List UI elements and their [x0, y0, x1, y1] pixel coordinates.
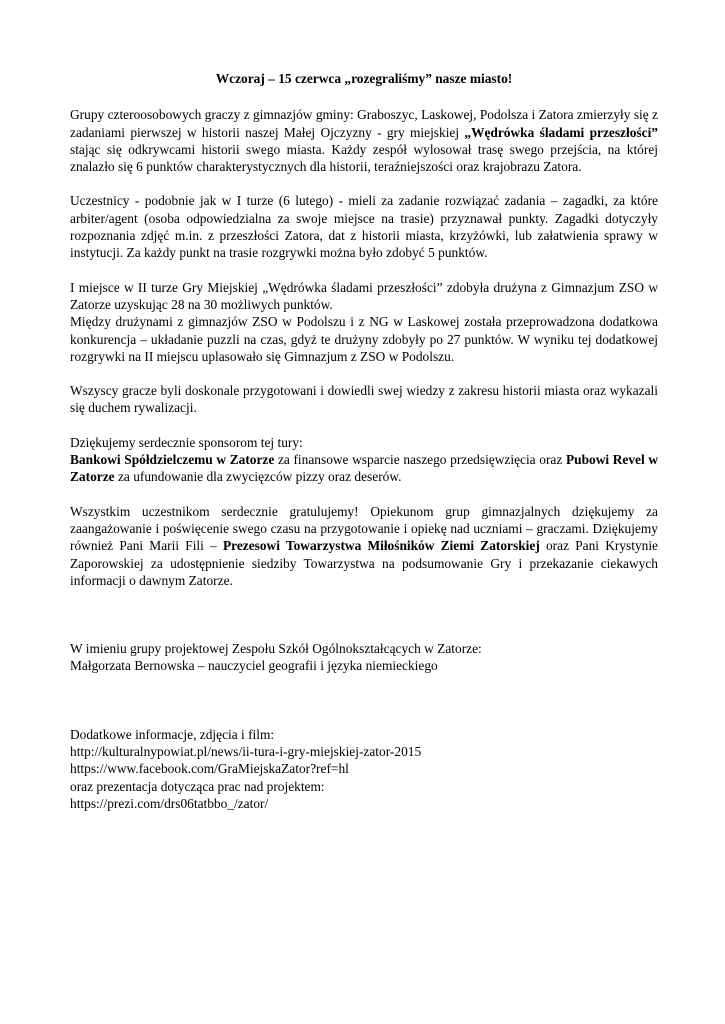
society-name-bold: Prezesowi Towarzystwa Miłośników Ziemi Zatorskiej [222, 538, 540, 554]
paragraph-thanks [70, 503, 658, 589]
sponsors-intro: Dziękujemy serdecznie sponsorom tej tury: [70, 434, 303, 450]
paragraph-rules: Uczestnicy - podobnie jak w I turze (6 lutego) - mieli za zadanie rozwiązać zadania – zagadki, za które arbiter/agent (osoba odpowiedzialna za swoje miejsce na trasie) przyznawał punkty. Zagadki dotyczyły rozpoznania zdjęć m.in. z przeszłości Zatora, dat z historii miasta, krzyżówki, lub załatwienia sprawy w instytucji. Za każdy punkt na trasie rozgrywki można było zdobyć 5 punktów. [70, 193, 658, 261]
text-run: za ufundowanie dla zwycięzców pizzy oraz deserów. [114, 469, 402, 485]
spacer [70, 606, 658, 640]
links-intro: Dodatkowe informacje, zdjęcia i film: [70, 726, 275, 742]
links-presentation-intro: oraz prezentacja dotycząca prac nad projektem: [70, 778, 325, 794]
paragraph-praise: Wszyscy gracze byli doskonale przygotowani i dowiedli swej wiedzy z zakresu historii miasta oraz wykazali się duchem rywalizacji. [70, 383, 658, 416]
spacer [70, 692, 658, 726]
results-first-place: I miejsce w II turze Gry Miejskiej „Wędrówka śladami przeszłości” zdobyła drużyna z Gimnazjum ZSO w Zatorze uzyskując 28 na 30 możliwych punktów. [70, 279, 658, 312]
link-facebook[interactable]: https://www.facebook.com/GraMiejskaZator?ref=hl [70, 761, 349, 777]
paragraph-sponsors [70, 434, 658, 486]
paragraph-results [70, 279, 658, 365]
document-page [70, 70, 658, 812]
signature-author: Małgorzata Bernowska – nauczyciel geografii i języka niemieckiego [70, 658, 438, 674]
sponsor-bank: Bankowi Spółdzielczemu w Zatorze [70, 452, 275, 468]
link-kulturalnypowiat[interactable]: http://kulturalnypowiat.pl/news/ii-tura-i-gry-miejskiej-zator-2015 [70, 744, 422, 760]
links-block [70, 726, 658, 812]
sponsor-pub: Pubowi Revel w Zatorze [70, 452, 659, 485]
results-tiebreak: Między drużynami z gimnazjów ZSO w Podolszu i z NG w Laskowej została przeprowadzona dodatkowa konkurencja – układanie puzzli na czas, gdyż te drużyny zdobyły po 27 punktów. W wyniku tej dodatkowej rozgrywki na II miejscu uplasowało się Gimnazjum z ZSO w Podolszu. [70, 314, 658, 364]
signature-block [70, 640, 658, 675]
signature-org: W imieniu grupy projektowej Zespołu Szkół Ogólnokształcących w Zatorze: [70, 641, 482, 657]
game-name-bold: „Wędrówka śladami przeszłości” [464, 124, 658, 140]
page-title: Wczoraj – 15 czerwca „rozegraliśmy” nasze miasto! [215, 71, 513, 86]
link-prezi[interactable]: https://prezi.com/drs06tatbbo_/zator/ [70, 795, 269, 811]
paragraph-intro [70, 106, 658, 175]
text-run: za finansowe wsparcie naszego przedsięwzięcia oraz [274, 452, 566, 468]
text-run: stając się odkrywcami historii swego miasta. Każdy zespół wylosował trasę swego przejścia, na której znalazło się 6 punktów charakterystycznych dla historii, teraźniejszości oraz krajobrazu Zatora. [70, 141, 658, 175]
text-run: Wszystkim uczestnikom serdecznie gratulujemy! Opiekunom grup gimnazjalnych dziękujemy za zaangażowanie i poświęcenie swego czasu na przygotowanie i opiekę nad uczniami – graczami. Dziękujemy również Pani Marii Fili – [70, 503, 658, 554]
text-run: Grupy czteroosobowych graczy z gimnazjów gminy: Graboszyc, Laskowej, Podolsza i Zatora zmierzyły się z zadaniami pierwszej w historii naszej Małej Ojczyzny - gry miejskiej [70, 107, 658, 140]
text-run: oraz Pani Krystynie Zaporowskiej za udostępnienie siedziby Towarzystwa na podsumowanie Gry i przekazanie ciekawych informacji o dawnym Zatorze. [70, 538, 659, 588]
